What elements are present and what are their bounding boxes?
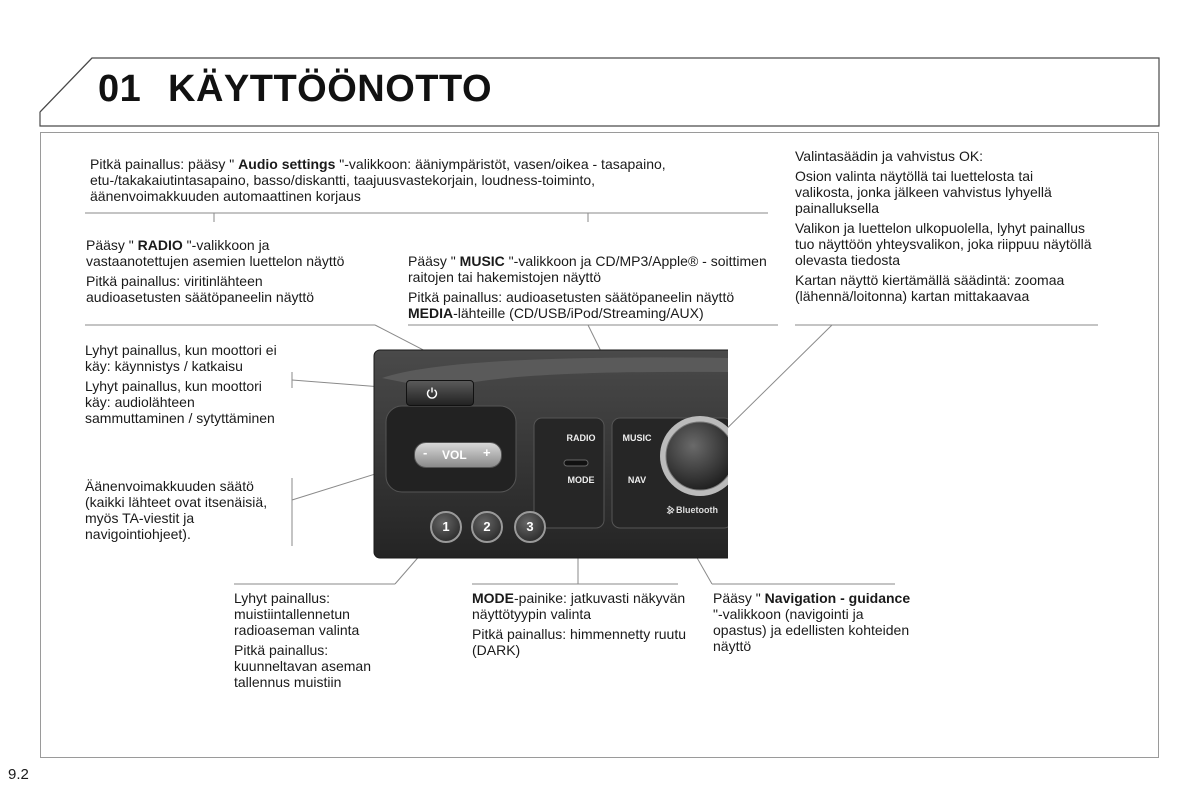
volume-minus[interactable]: - bbox=[423, 445, 428, 460]
callout-presets: Lyhyt painallus: muistiintallennetun radioaseman valinta Pitkä painallus: kuunneltavan aseman tallennus muistiin bbox=[234, 590, 371, 690]
callout-music: Pääsy " MUSIC "-valikkoon ja CD/MP3/Apple® - soittimen raitojen tai hakemistojen näyttö Pitkä painallus: audioasetusten säätöpaneelin näyttö MEDIA-lähteille (CD/USB/iPod/Streaming/AUX) bbox=[408, 253, 767, 321]
callout-power: Lyhyt painallus, kun moottori ei käy: käynnistys / katkaisu Lyhyt painallus, kun moottori käy: audiolähteen sammuttaminen / sytyttäminen bbox=[85, 342, 277, 426]
selector-knob[interactable] bbox=[662, 418, 738, 494]
power-button[interactable] bbox=[406, 380, 474, 406]
bluetooth-label: Bluetooth bbox=[676, 505, 718, 515]
preset-button-3[interactable]: 3 bbox=[514, 511, 546, 543]
page-number: 9.2 bbox=[8, 766, 29, 783]
chapter-title: KÄYTTÖÖNOTTO bbox=[168, 68, 493, 110]
volume-plus[interactable]: + bbox=[483, 445, 491, 460]
callout-audio-settings: Pitkä painallus: pääsy " Audio settings "-valikkoon: ääniympäristöt, vasen/oikea - tasapaino, etu-/takakaiutintasapaino, basso/diskantti, taajuusvastekorjain, loudness-toiminto, äänenvoimakkuuden automaattinen korjaus bbox=[90, 156, 666, 204]
music-button[interactable]: MUSIC bbox=[622, 433, 652, 443]
volume-label: VOL bbox=[442, 448, 467, 462]
power-icon bbox=[425, 386, 439, 400]
preset-button-2[interactable]: 2 bbox=[471, 511, 503, 543]
callout-mode: MODE-painike: jatkuvasti näkyvän näyttötyypin valinta Pitkä painallus: himmennetty ruutu (DARK) bbox=[472, 590, 686, 658]
volume-control[interactable] bbox=[414, 442, 502, 468]
preset-button-1[interactable]: 1 bbox=[430, 511, 462, 543]
callout-radio: Pääsy " RADIO "-valikkoon ja vastaanotettujen asemien luettelon näyttö Pitkä painallus: viritinlähteen audioasetusten säätöpaneelin näyttö bbox=[86, 237, 345, 305]
callout-nav: Pääsy " Navigation - guidance "-valikkoon (navigointi ja opastus) ja edellisten kohteiden näyttö bbox=[713, 590, 911, 654]
mode-button[interactable]: MODE bbox=[567, 475, 595, 485]
chapter-number: 01 bbox=[98, 68, 142, 110]
nav-button[interactable]: NAV bbox=[627, 475, 647, 485]
callout-volume: Äänenvoimakkuuden säätö (kaikki lähteet ovat itsenäisiä, myös TA-viestit ja navigointiohjeet). bbox=[85, 478, 268, 542]
radio-button[interactable]: RADIO bbox=[566, 433, 596, 443]
callout-selector: Valintasäädin ja vahvistus OK: Osion valinta näytöllä tai luettelosta tai valikosta, jonka jälkeen vahvistus lyhyellä painalluksella Valikon ja luettelon ulkopuolella, lyhyt painallus tuo näyttöön yhteysvalikon, joka riippuu näytöllä olevasta tiedosta Kartan näyttö kiertämällä säädintä: zoomaa (lähennä/loitonna) kartan mittakaavaa bbox=[795, 148, 1092, 304]
